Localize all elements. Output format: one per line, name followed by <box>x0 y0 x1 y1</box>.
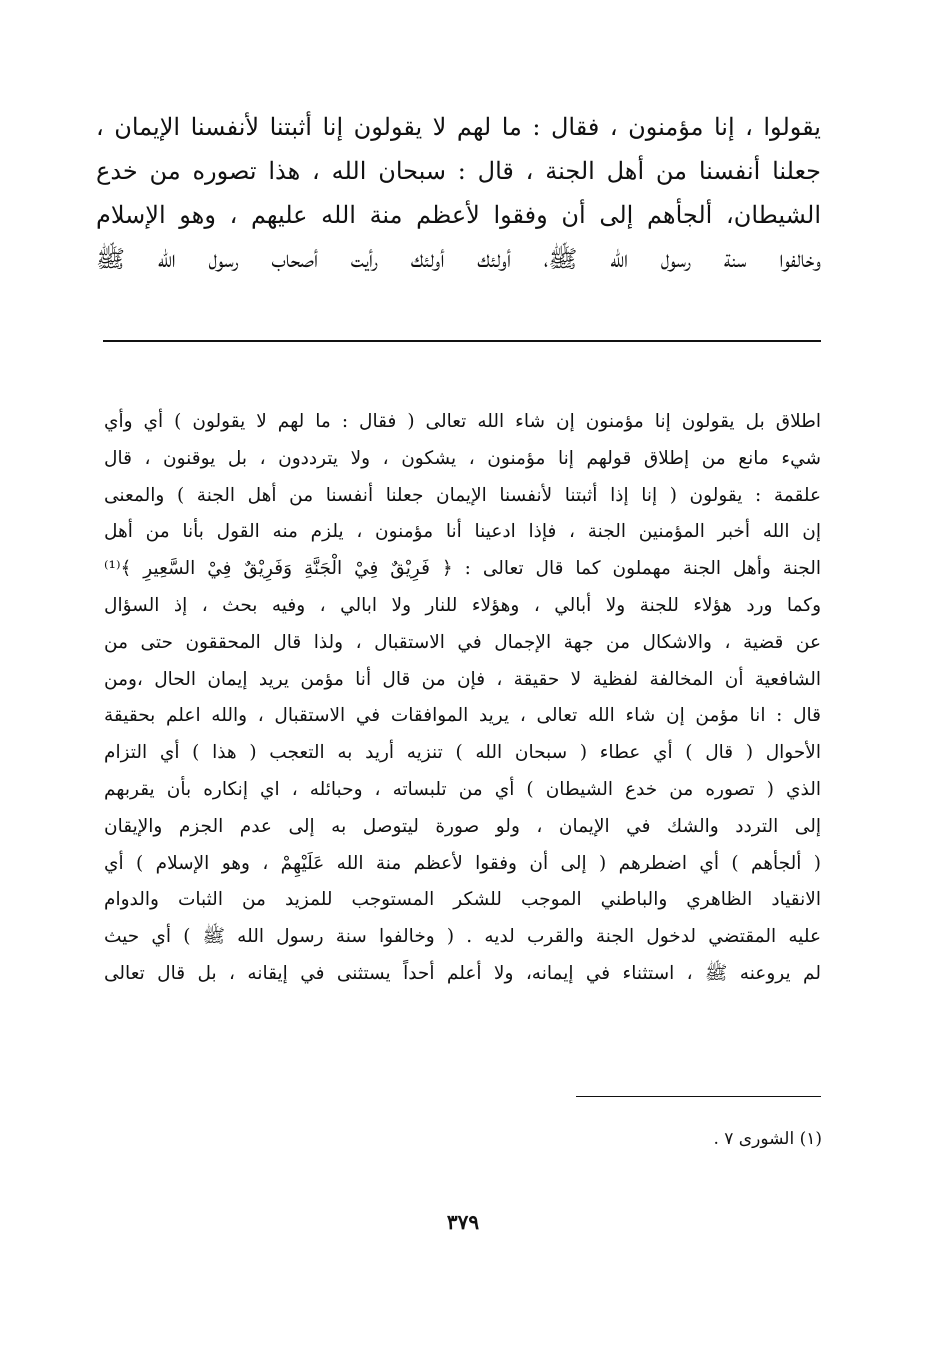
commentary-line: إن الله أخبر المؤمنين الجنة ، فإذا ادعينا أنا مؤمنون ، يلزم منه القول بأنا من أهل <box>104 521 821 543</box>
main-text-line: الشيطان، ألجأهم إلى أن وفقوا لأعظم منة الله عليهم ، وهو الإسلام <box>96 201 821 229</box>
commentary-line: قال : انا مؤمن إن شاء الله تعالى ، يريد الموافقات في الاستقبال ، والله اعلم بحقيقة <box>104 705 821 727</box>
main-text-line: جعلنا أنفسنا من أهل الجنة ، قال : سبحان الله ، هذا تصوره من خدع <box>96 157 821 185</box>
main-text-line: وخالفوا سنة رسول الله ﷺ، أولئك أولئك رأيت أصحاب رسول الله ﷺ <box>96 245 821 273</box>
commentary-line: الذي ( تصوره من خدع الشيطان ) أي من تلبساته ، وحبائله ، اي إنكاره بأن يقربهم <box>104 778 821 800</box>
commentary-line: علقمة : يقولون ( إنا إذا أثبتنا لأنفسنا الإيمان جعلنا أنفسنا من أهل الجنة ) والمعنى <box>104 484 821 506</box>
page-number: ٣٧٩ <box>446 1210 480 1234</box>
commentary-line: عليه المقتضي لدخول الجنة والقرب لديه . ( وخالفوا سنة رسول الله ﷺ ) أي حيث <box>104 926 821 948</box>
commentary-line: اطلاق بل يقولون إنا مؤمنون إن شاء الله تعالى ( فقال : ما لهم لا يقولون ) أي وأي <box>104 411 821 432</box>
section-divider <box>103 340 821 342</box>
commentary-line: وكما ورد هؤلاء للجنة ولا أبالي ، وهؤلاء للنار ولا ابالي ، وفيه بحث ، إذ السؤال <box>104 594 821 616</box>
commentary-line: ( ألجأهم ) أي اضطرهم ( إلى أن وفقوا لأعظم منة الله عَلَيْهِمْ ، وهو الإسلام ) أي <box>104 852 821 874</box>
commentary-line: الجنة وأهل الجنة مهملون كما قال تعالى : ﴿ فَرِيْقٌ فِيْ الْجَنَّةِ وَفَرِيْقٌ فِيْ السَّعِيرِ ﴾⁽¹⁾ <box>104 558 821 580</box>
main-text-line: يقولوا ، إنا مؤمنون ، فقال : ما لهم لا يقولون إنا أثبتنا لأنفسنا الإيمان ، <box>96 113 821 141</box>
commentary-line: لم يروعنه ﷺ ، استثناء في إيمانه، ولا أعلم أحداً يستثنى في إيقانه ، بل قال تعالى <box>104 962 821 984</box>
footnote: (١) الشورى ٧ . <box>713 1129 822 1149</box>
commentary-line: إلى التردد والشك في الإيمان ، ولو صورة ليتوصل به إلى عدم الجزم والإيقان <box>104 815 821 837</box>
main-text-block <box>96 105 821 281</box>
commentary-line: الانقياد الظاهري والباطني الموجب للشكر المستوجب للمزيد من الثبات والدوام <box>104 889 821 911</box>
commentary-line: عن قضية ، والاشكال من جهة الإجمال في الاستقبال ، ولذا قال المحققون حتى من <box>104 631 821 653</box>
commentary-line: الأحوال ( قال ) أي عطاء ( سبحان الله ) تنزيه أريد به التعجب ( هذا ) أي التزام <box>104 742 821 764</box>
commentary-line: الشافعية أن المخالفة لفظية لا حقيقة ، فإن من قال أنا مؤمن يريد إيمان الحال ،ومن <box>104 668 821 690</box>
footnote-divider <box>576 1096 821 1097</box>
commentary-block <box>104 404 821 993</box>
commentary-line: شيء مانع من إطلاق قولهم إنا مؤمنون ، يشكون ، ولا يترددون ، بل يوقنون ، قال <box>104 447 821 469</box>
